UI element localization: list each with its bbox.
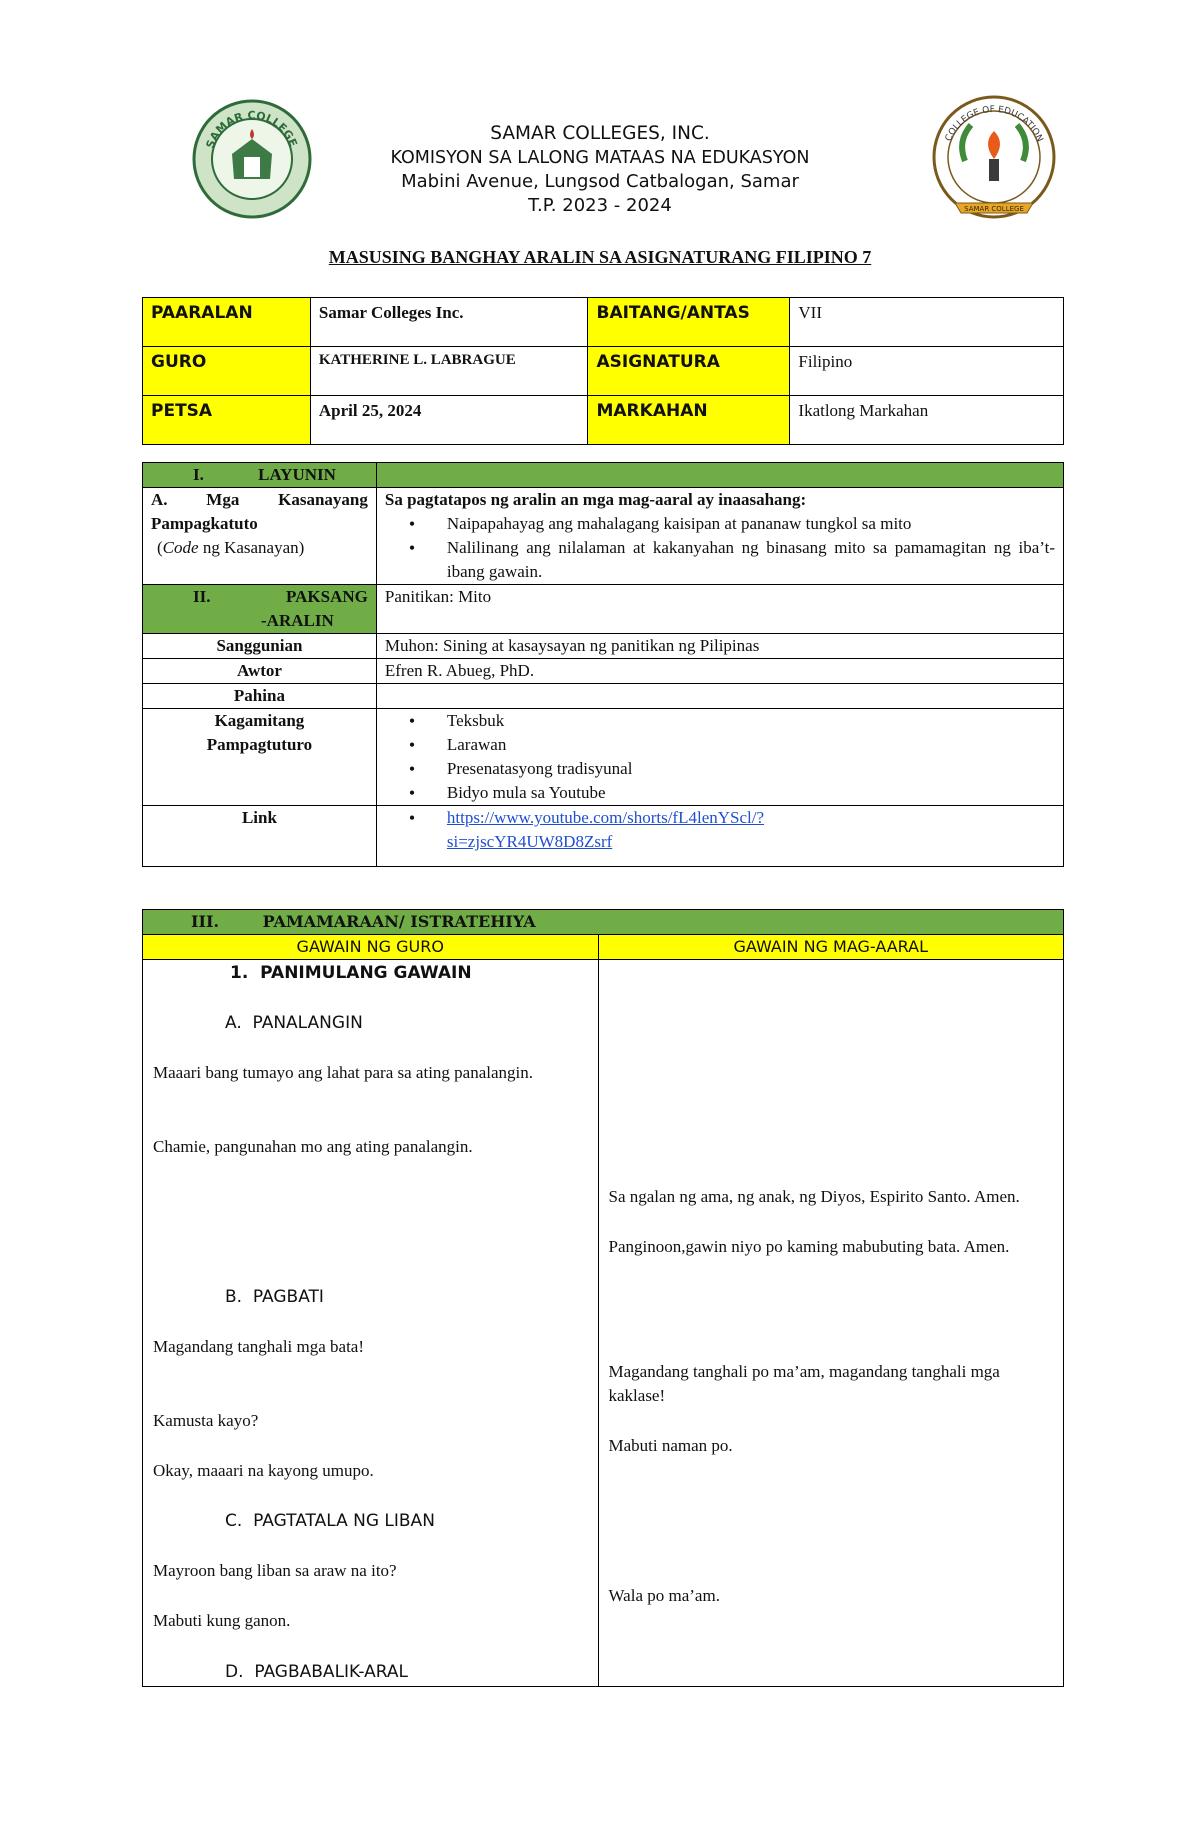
guro-value: KATHERINE L. LABRAGUE	[310, 347, 588, 396]
objectives-intro: Sa pagtatapos ng aralin an mga mag-aaral ay inaasahang:	[384, 490, 807, 509]
paksa-header	[143, 585, 377, 634]
samar-college-seal-logo	[192, 99, 312, 219]
procedure-table	[142, 909, 1064, 1687]
table-row	[143, 960, 1064, 1687]
col-guro-header: GAWAIN NG GURO	[143, 935, 599, 960]
awtor-value: Efren R. Abueg, PhD.	[376, 659, 1063, 684]
mag-aaral-line-4: Mabuti naman po.	[608, 1436, 733, 1455]
mag-aaral-line-1: Sa ngalan ng ama, ng anak, ng Diyos, Espirito Santo. Amen.	[608, 1187, 1020, 1206]
layunin-header	[143, 463, 377, 488]
paaralan-label: PAARALAN	[143, 298, 311, 347]
list-item: • Bidyo mula sa Youtube	[447, 781, 1055, 805]
school-year: T.P. 2023 - 2024	[528, 195, 672, 216]
asignatura-label: ASIGNATURA	[588, 347, 790, 396]
seal-text: COLLEGE OF EDUCATION	[943, 104, 1045, 144]
pamamaraan-header	[143, 910, 1064, 935]
table-row	[143, 634, 1064, 659]
layunin-number: I.	[193, 465, 204, 484]
pamamaraan-title: PAMAMARAAN/ ISTRATEHIYA	[262, 912, 536, 931]
link-content	[376, 806, 1063, 867]
table-row	[143, 298, 1064, 347]
awtor-label: Awtor	[143, 659, 377, 684]
layunin-title: LAYUNIN	[258, 465, 336, 484]
document-title: MASUSING BANGHAY ARALIN SA ASIGNATURANG FILIPINO 7	[328, 247, 872, 267]
list-item: • Presenatasyong tradisyunal	[447, 757, 1055, 781]
commission-name: KOMISYON SA LALONG MATAAS NA EDUKASYON	[390, 148, 810, 168]
kasanayan-content	[376, 488, 1063, 585]
lesson-info-table	[142, 297, 1064, 445]
paksa-number: II.	[193, 587, 211, 606]
table-row	[143, 910, 1064, 935]
section-a-heading: A. PANALANGIN	[225, 1013, 363, 1033]
section-1-heading: 1. PANIMULANG GAWAIN	[230, 963, 472, 983]
paaralan-value: Samar Colleges Inc.	[310, 298, 588, 347]
pahina-value	[376, 684, 1063, 709]
table-row	[143, 659, 1064, 684]
seal-text: SAMAR COLLEGE	[203, 108, 300, 151]
sanggunian-label: Sanggunian	[143, 634, 377, 659]
section-c-heading: C. PAGTATALA NG LIBAN	[225, 1511, 435, 1531]
guro-label: GURO	[143, 347, 311, 396]
list-item: • Teksbuk	[447, 709, 1055, 733]
list-item: • Larawan	[447, 733, 1055, 757]
kasanayan-label	[143, 488, 377, 585]
guro-line-1: Maaari bang tumayo ang lahat para sa ating panalangin.	[153, 1063, 533, 1082]
table-row	[143, 396, 1064, 445]
petsa-value: April 25, 2024	[310, 396, 588, 445]
sanggunian-value: Muhon: Sining at kasaysayan ng panitikan ng Pilipinas	[376, 634, 1063, 659]
kasanayan-w2: Kasanayang	[278, 490, 368, 509]
table-row	[143, 935, 1064, 960]
table-row	[143, 347, 1064, 396]
pahina-label: Pahina	[143, 684, 377, 709]
baitang-value: VII	[790, 298, 1064, 347]
list-item: • Naipapahayag ang mahalagang kaisipan at pananaw tungkol sa mito	[447, 512, 1055, 536]
link-label: Link	[143, 806, 377, 867]
table-row	[143, 806, 1064, 867]
school-name: SAMAR COLLEGES, INC.	[490, 123, 710, 144]
guro-line-2: Chamie, pangunahan mo ang ating panalangin.	[153, 1137, 473, 1156]
seal-banner-text: SAMAR COLLEGE	[964, 205, 1024, 213]
objectives-table	[142, 462, 1064, 867]
pamamaraan-number: III.	[191, 912, 220, 931]
kasanayan-w3: Pampagkatuto	[151, 514, 258, 533]
layunin-header-blank	[376, 463, 1063, 488]
mag-aaral-line-5: Wala po ma’am.	[608, 1586, 720, 1605]
table-row	[143, 463, 1064, 488]
school-address: Mabini Avenue, Lungsod Catbalogan, Samar	[401, 171, 799, 192]
mag-aaral-line-2: Panginoon,gawin niyo po kaming mabubuting bata. Amen.	[608, 1237, 1010, 1256]
list-item: • Nalilinang ang nilalaman at kakanyahan ng binasang mito sa pamamagitan ng iba’t-ibang gawain.	[447, 536, 1055, 584]
gawain-mag-aaral-cell	[598, 960, 1064, 1687]
kagamitan-list	[385, 709, 1055, 805]
table-row	[143, 684, 1064, 709]
youtube-link-item	[447, 806, 1055, 854]
guro-line-4: Kamusta kayo?	[153, 1411, 259, 1430]
kagamitan-content	[376, 709, 1063, 806]
kasanayan-w1: Mga	[206, 490, 240, 509]
table-row	[143, 488, 1064, 585]
markahan-label: MARKAHAN	[588, 396, 790, 445]
college-of-education-seal-logo	[925, 91, 1063, 229]
kasanayan-a: A.	[151, 490, 168, 509]
petsa-label: PETSA	[143, 396, 311, 445]
table-row	[143, 585, 1064, 634]
guro-line-3: Magandang tanghali mga bata!	[153, 1337, 365, 1356]
section-b-heading: B. PAGBATI	[225, 1287, 324, 1307]
paksa-value: Panitikan: Mito	[376, 585, 1063, 634]
kasanayan-code: (Code ng Kasanayan)	[157, 538, 305, 557]
youtube-link[interactable]: https://www.youtube.com/shorts/fL4lenYScl/? si=zjscYR4UW8D8Zsrf	[446, 808, 765, 851]
asignatura-value: Filipino	[790, 347, 1064, 396]
guro-line-7: Mabuti kung ganon.	[153, 1611, 291, 1630]
paksa-w1: PAKSANG	[286, 587, 368, 606]
guro-line-6: Mayroon bang liban sa araw na ito?	[153, 1561, 397, 1580]
col-mag-aaral-header: GAWAIN NG MAG-AARAL	[598, 935, 1064, 960]
table-row	[143, 709, 1064, 806]
baitang-label: BAITANG/ANTAS	[588, 298, 790, 347]
gawain-guro-cell	[143, 960, 599, 1687]
section-d-heading: D. PAGBABALIK-ARAL	[225, 1662, 409, 1682]
mag-aaral-line-3: Magandang tanghali po ma’am, magandang tanghali mga kaklase!	[608, 1362, 1000, 1405]
guro-line-5: Okay, maaari na kayong umupo.	[153, 1461, 374, 1480]
paksa-w2: -ARALIN	[261, 611, 334, 630]
objectives-list	[385, 512, 1055, 584]
header-block	[300, 122, 900, 218]
markahan-value: Ikatlong Markahan	[790, 396, 1064, 445]
kagamitan-label: Kagamitang Pampagtuturo	[143, 709, 377, 806]
